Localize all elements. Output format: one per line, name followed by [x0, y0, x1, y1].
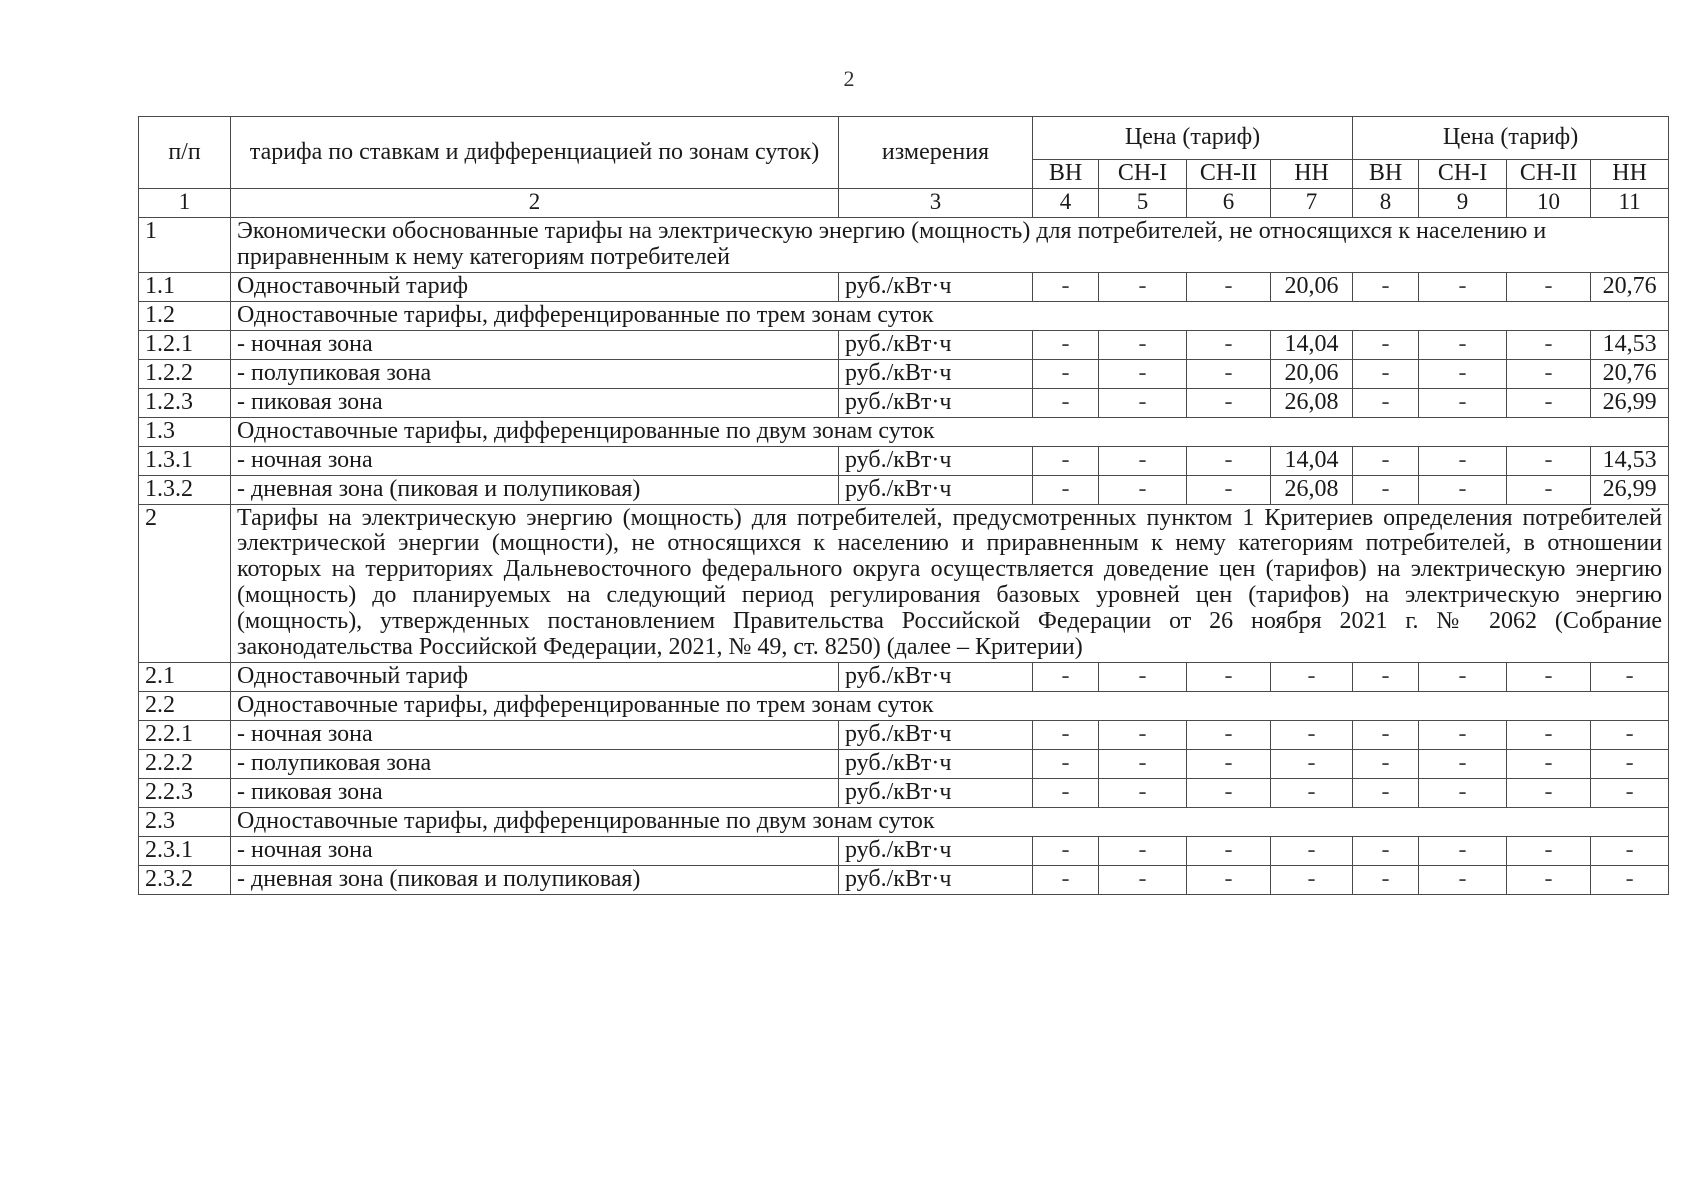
empty-value-cell: - — [1187, 865, 1271, 894]
section-title: Одноставочные тарифы, дифференцированные по трем зонам суток — [231, 691, 1669, 720]
empty-value-cell: - — [1187, 330, 1271, 359]
empty-value-cell: - — [1507, 330, 1591, 359]
empty-value-cell: - — [1419, 778, 1507, 807]
empty-value-cell: - — [1419, 475, 1507, 504]
tariff-value-cell: 26,08 — [1271, 388, 1353, 417]
empty-value-cell: - — [1033, 475, 1099, 504]
header-level: СН-I — [1419, 160, 1507, 189]
tariff-value-cell: 20,06 — [1271, 359, 1353, 388]
row-index: 2.2.3 — [139, 778, 231, 807]
empty-value-cell: - — [1187, 662, 1271, 691]
empty-value-cell: - — [1099, 330, 1187, 359]
empty-value-cell: - — [1099, 778, 1187, 807]
empty-value-cell: - — [1419, 662, 1507, 691]
row-index: 1.2.2 — [139, 359, 231, 388]
empty-value-cell: - — [1271, 662, 1353, 691]
empty-value-cell: - — [1099, 446, 1187, 475]
empty-value-cell: - — [1353, 330, 1419, 359]
row-index: 2.3.2 — [139, 865, 231, 894]
section-title: Одноставочные тарифы, дифференцированные по двум зонам суток — [231, 417, 1669, 446]
empty-value-cell: - — [1271, 720, 1353, 749]
empty-value-cell: - — [1187, 446, 1271, 475]
tariff-name: - дневная зона (пиковая и полупиковая) — [231, 475, 839, 504]
empty-value-cell: - — [1507, 749, 1591, 778]
empty-value-cell: - — [1353, 749, 1419, 778]
empty-value-cell: - — [1033, 778, 1099, 807]
empty-value-cell: - — [1033, 836, 1099, 865]
column-number: 11 — [1591, 188, 1669, 217]
row-index: 1.3.2 — [139, 475, 231, 504]
empty-value-cell: - — [1099, 720, 1187, 749]
header-col-number: п/п — [139, 117, 231, 189]
table-row — [139, 836, 1669, 865]
empty-value-cell: - — [1353, 865, 1419, 894]
tariff-name: - ночная зона — [231, 720, 839, 749]
empty-value-cell: - — [1591, 778, 1669, 807]
unit-cell: руб./кВт·ч — [839, 836, 1033, 865]
empty-value-cell: - — [1187, 836, 1271, 865]
unit-cell: руб./кВт·ч — [839, 359, 1033, 388]
table-row — [139, 778, 1669, 807]
empty-value-cell: - — [1353, 836, 1419, 865]
header-level: НН — [1271, 160, 1353, 189]
empty-value-cell: - — [1419, 720, 1507, 749]
empty-value-cell: - — [1187, 720, 1271, 749]
empty-value-cell: - — [1099, 749, 1187, 778]
empty-value-cell: - — [1419, 359, 1507, 388]
tariff-value-cell: 14,53 — [1591, 330, 1669, 359]
tariff-value-cell: 14,04 — [1271, 330, 1353, 359]
unit-cell: руб./кВт·ч — [839, 388, 1033, 417]
empty-value-cell: - — [1591, 865, 1669, 894]
table-row — [139, 749, 1669, 778]
row-index: 1.1 — [139, 272, 231, 301]
tariff-value-cell: 20,76 — [1591, 272, 1669, 301]
tariff-name: - ночная зона — [231, 330, 839, 359]
empty-value-cell: - — [1033, 272, 1099, 301]
empty-value-cell: - — [1187, 749, 1271, 778]
empty-value-cell: - — [1033, 720, 1099, 749]
column-numbers-row — [139, 188, 1669, 217]
empty-value-cell: - — [1033, 749, 1099, 778]
row-index: 2.3 — [139, 807, 231, 836]
empty-value-cell: - — [1507, 359, 1591, 388]
empty-value-cell: - — [1507, 388, 1591, 417]
column-number: 1 — [139, 188, 231, 217]
column-number: 6 — [1187, 188, 1271, 217]
empty-value-cell: - — [1591, 836, 1669, 865]
empty-value-cell: - — [1099, 836, 1187, 865]
tariff-name: - полупиковая зона — [231, 749, 839, 778]
header-level: СН-I — [1099, 160, 1187, 189]
empty-value-cell: - — [1033, 359, 1099, 388]
empty-value-cell: - — [1033, 662, 1099, 691]
column-number: 2 — [231, 188, 839, 217]
section-title: Экономически обоснованные тарифы на электрическую энергию (мощность) для потребителей, не относящихся к населению и приравненным к нему категориям потребителей — [231, 217, 1669, 272]
empty-value-cell: - — [1099, 359, 1187, 388]
tariff-value-cell: 14,53 — [1591, 446, 1669, 475]
empty-value-cell: - — [1099, 272, 1187, 301]
section-title: Одноставочные тарифы, дифференцированные по трем зонам суток — [231, 301, 1669, 330]
tariff-name: - ночная зона — [231, 836, 839, 865]
empty-value-cell: - — [1507, 662, 1591, 691]
header-price-group-1: Цена (тариф) — [1033, 117, 1353, 160]
table-row — [139, 388, 1669, 417]
empty-value-cell: - — [1353, 662, 1419, 691]
header-level: ВН — [1033, 160, 1099, 189]
empty-value-cell: - — [1187, 778, 1271, 807]
empty-value-cell: - — [1271, 836, 1353, 865]
section-row — [139, 504, 1669, 662]
unit-cell: руб./кВт·ч — [839, 446, 1033, 475]
header-col-unit: измерения — [839, 117, 1033, 189]
tariff-value-cell: 26,99 — [1591, 388, 1669, 417]
tariff-value-cell: 14,04 — [1271, 446, 1353, 475]
empty-value-cell: - — [1099, 865, 1187, 894]
tariff-name: - пиковая зона — [231, 778, 839, 807]
unit-cell: руб./кВт·ч — [839, 272, 1033, 301]
table-row — [139, 359, 1669, 388]
empty-value-cell: - — [1507, 836, 1591, 865]
empty-value-cell: - — [1271, 749, 1353, 778]
tariff-name: - дневная зона (пиковая и полупиковая) — [231, 865, 839, 894]
empty-value-cell: - — [1187, 359, 1271, 388]
empty-value-cell: - — [1353, 446, 1419, 475]
section-row — [139, 217, 1669, 272]
empty-value-cell: - — [1507, 446, 1591, 475]
tariff-name: Одноставочный тариф — [231, 272, 839, 301]
unit-cell: руб./кВт·ч — [839, 720, 1033, 749]
table-row — [139, 272, 1669, 301]
empty-value-cell: - — [1353, 388, 1419, 417]
header-col-name: тарифа по ставкам и дифференциацией по зонам суток) — [231, 117, 839, 189]
header-level: ВН — [1353, 160, 1419, 189]
empty-value-cell: - — [1591, 720, 1669, 749]
empty-value-cell: - — [1507, 720, 1591, 749]
row-index: 1.2.3 — [139, 388, 231, 417]
empty-value-cell: - — [1033, 446, 1099, 475]
empty-value-cell: - — [1353, 475, 1419, 504]
header-level: НН — [1591, 160, 1669, 189]
empty-value-cell: - — [1033, 865, 1099, 894]
empty-value-cell: - — [1033, 330, 1099, 359]
empty-value-cell: - — [1033, 388, 1099, 417]
unit-cell: руб./кВт·ч — [839, 749, 1033, 778]
empty-value-cell: - — [1353, 778, 1419, 807]
section-title: Одноставочные тарифы, дифференцированные по двум зонам суток — [231, 807, 1669, 836]
empty-value-cell: - — [1507, 475, 1591, 504]
empty-value-cell: - — [1507, 778, 1591, 807]
header-level: СН-II — [1187, 160, 1271, 189]
table-row — [139, 662, 1669, 691]
tariff-name: Одноставочный тариф — [231, 662, 839, 691]
unit-cell: руб./кВт·ч — [839, 475, 1033, 504]
header-price-group-2: Цена (тариф) — [1353, 117, 1669, 160]
column-number: 5 — [1099, 188, 1187, 217]
empty-value-cell: - — [1187, 388, 1271, 417]
table-row — [139, 865, 1669, 894]
column-number: 8 — [1353, 188, 1419, 217]
empty-value-cell: - — [1419, 749, 1507, 778]
empty-value-cell: - — [1419, 388, 1507, 417]
tariff-table — [138, 116, 1669, 895]
empty-value-cell: - — [1099, 475, 1187, 504]
empty-value-cell: - — [1187, 272, 1271, 301]
empty-value-cell: - — [1591, 749, 1669, 778]
header-level: СН-II — [1507, 160, 1591, 189]
table-row — [139, 475, 1669, 504]
table-row — [139, 446, 1669, 475]
tariff-value-cell: 20,76 — [1591, 359, 1669, 388]
column-number: 10 — [1507, 188, 1591, 217]
empty-value-cell: - — [1419, 446, 1507, 475]
empty-value-cell: - — [1591, 662, 1669, 691]
unit-cell: руб./кВт·ч — [839, 330, 1033, 359]
tariff-name: - пиковая зона — [231, 388, 839, 417]
row-index: 2.2 — [139, 691, 231, 720]
section-row — [139, 807, 1669, 836]
tariff-value-cell: 26,08 — [1271, 475, 1353, 504]
column-number: 7 — [1271, 188, 1353, 217]
tariff-value-cell: 20,06 — [1271, 272, 1353, 301]
header-row — [139, 117, 1669, 160]
row-index: 1.2.1 — [139, 330, 231, 359]
tariff-name: - ночная зона — [231, 446, 839, 475]
column-number: 9 — [1419, 188, 1507, 217]
section-title: Тарифы на электрическую энергию (мощность) для потребителей, предусмотренных пунктом 1 Критериев определения потребителей электрической энергии (мощности), не относящихся к населению и приравненным к нему категориям потребителей, в отношении которых на территориях Дальневосточного федерального округа осуществляется доведение цен (тарифов) на электрическую энергию (мощность) до планируемых на следующий период регулирования базовых уровней цен (тарифов) на электрическую энергию (мощность), утвержденных постановлением Правительства Российской Федерации от 26 ноября 2021 г. № 2062 (Собрание законодательства Российской Федерации, 2021, № 49, ст. 8250) (далее – Критерии) — [231, 504, 1669, 662]
empty-value-cell: - — [1419, 836, 1507, 865]
empty-value-cell: - — [1353, 720, 1419, 749]
row-index: 2.3.1 — [139, 836, 231, 865]
section-row — [139, 417, 1669, 446]
empty-value-cell: - — [1507, 272, 1591, 301]
row-index: 2.1 — [139, 662, 231, 691]
row-index: 2.2.2 — [139, 749, 231, 778]
empty-value-cell: - — [1099, 388, 1187, 417]
empty-value-cell: - — [1419, 272, 1507, 301]
empty-value-cell: - — [1099, 662, 1187, 691]
empty-value-cell: - — [1271, 778, 1353, 807]
unit-cell: руб./кВт·ч — [839, 865, 1033, 894]
row-index: 2.2.1 — [139, 720, 231, 749]
row-index: 2 — [139, 504, 231, 662]
row-index: 1.2 — [139, 301, 231, 330]
table-row — [139, 330, 1669, 359]
row-index: 1 — [139, 217, 231, 272]
empty-value-cell: - — [1419, 865, 1507, 894]
row-index: 1.3 — [139, 417, 231, 446]
tariff-value-cell: 26,99 — [1591, 475, 1669, 504]
empty-value-cell: - — [1271, 865, 1353, 894]
empty-value-cell: - — [1353, 272, 1419, 301]
column-number: 3 — [839, 188, 1033, 217]
empty-value-cell: - — [1187, 475, 1271, 504]
unit-cell: руб./кВт·ч — [839, 662, 1033, 691]
tariff-name: - полупиковая зона — [231, 359, 839, 388]
unit-cell: руб./кВт·ч — [839, 778, 1033, 807]
table-row — [139, 720, 1669, 749]
empty-value-cell: - — [1507, 865, 1591, 894]
column-number: 4 — [1033, 188, 1099, 217]
page-number: 2 — [843, 66, 855, 91]
empty-value-cell: - — [1419, 330, 1507, 359]
empty-value-cell: - — [1353, 359, 1419, 388]
section-row — [139, 301, 1669, 330]
row-index: 1.3.1 — [139, 446, 231, 475]
section-row — [139, 691, 1669, 720]
